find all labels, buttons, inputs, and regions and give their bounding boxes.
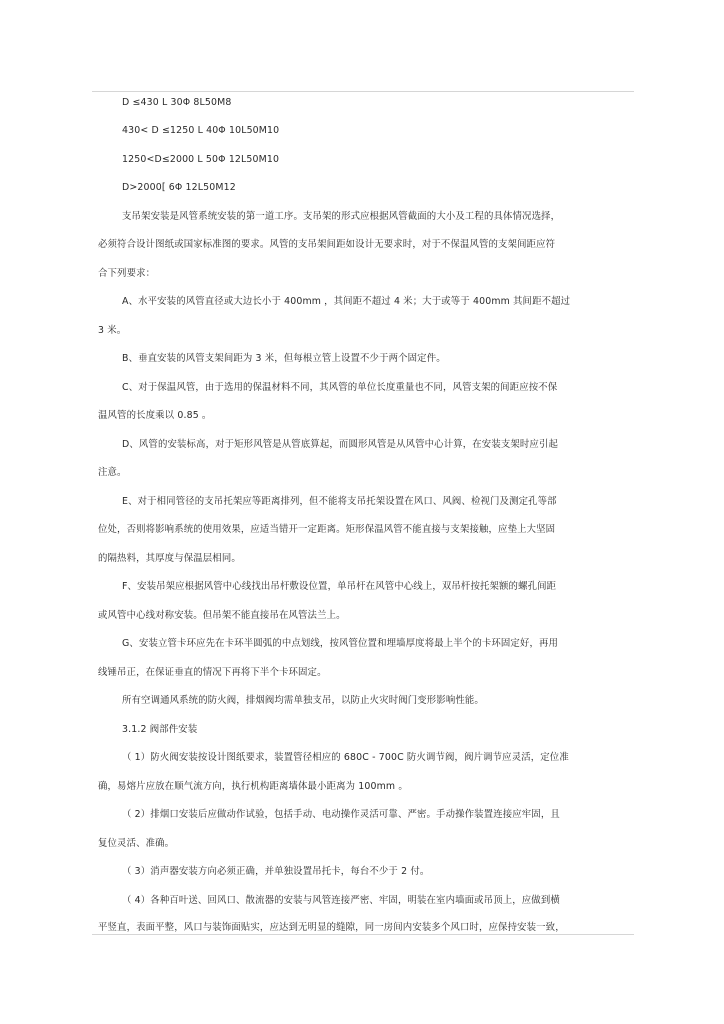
text-line: 线锤吊正，在保证垂直的情况下再将下半个卡环固定。	[98, 667, 327, 678]
text-line: （ 4）各种百叶送、回风口、散流器的安装与风管连接严密、牢固，明装在室内墙面或吊顶上，应做到横	[122, 895, 560, 906]
text-line: 所有空调通风系统的防火阀，排烟阀均需单独支吊，以防止火灾时阀门变形影响性能。	[122, 695, 484, 706]
text-line: E、对于相同管径的支吊托架应等距离排列，但不能将支吊托架设置在风口、风阀、检视门及测定孔等部	[122, 496, 557, 507]
text-line: （ 3）消声器安装方向必须正确，并单独设置吊托卡，每台不少于 2 付。	[122, 866, 430, 877]
text-line: D ≤430 L 30Φ 8L50M8	[122, 97, 232, 108]
text-line: 平竖直，表面平整，风口与装饰面贴实，应达到无明显的缝隙，同一房间内安装多个风口时，应保持安装一致，	[98, 922, 565, 933]
text-line: 1250<D≤2000 L 50Φ 12L50M10	[122, 154, 280, 165]
text-line: 3 米。	[98, 325, 127, 336]
text-line: （ 2）排烟口安装后应做动作试验，包括手动、电动操作灵活可靠、严密。手动操作装置连接应牢固，且	[122, 809, 560, 820]
text-line: A、水平安装的风管直径或大边长小于 400mm ，其间距不超过 4 米；大于或等于 400mm 其间距不超过	[122, 296, 571, 307]
text-line: D、风管的安装标高，对于矩形风管是从管底算起，而圆形风管是从风管中心计算，在安装支架时应引起	[122, 439, 558, 450]
text-line: B、垂直安装的风管支架间距为 3 米，但每根立管上设置不少于两个固定件。	[122, 353, 446, 364]
text-line: （ 1）防火阀安装按设计图纸要求，装置管径相应的 680C - 700C 防火调节阀，阀片调节应灵活，定位准	[122, 752, 569, 763]
text-line: 位处，否则将影响系统的使用效果，应适当错开一定距离。矩形保温风管不能直接与支架接触，应垫上大坚固	[98, 524, 556, 535]
text-line: 温风管的长度乘以 0.85 。	[98, 410, 212, 421]
text-line: 或风管中心线对称安装。但吊架不能直接吊在风管法兰上。	[98, 610, 346, 621]
text-line: 确，易熔片应放在顺气流方向，执行机构距离墙体最小距离为 100mm 。	[98, 781, 408, 792]
text-line: 合下列要求：	[98, 268, 156, 279]
text-line: 复位灵活、准确。	[98, 838, 175, 849]
text-line: G、安装立管卡环应先在卡环半圆弧的中点划线，按风管位置和埋墙厚度将最上半个的卡环固定好，再用	[122, 638, 559, 649]
top-rule	[92, 91, 634, 92]
bottom-rule	[92, 934, 634, 935]
text-line: 430< D ≤1250 L 40Φ 10L50M10	[122, 125, 280, 136]
section-heading: 3.1.2 阀部件安装	[122, 724, 198, 735]
text-line: 的隔热料，其厚度与保温层相同。	[98, 553, 241, 564]
text-line: 必须符合设计图纸或国家标准图的要求。风管的支吊架间距如设计无要求时，对于不保温风管的支架间距应符	[98, 239, 556, 250]
text-line: D>2000[ 6Φ 12L50M12	[122, 182, 236, 193]
text-line: 支吊架安装是风管系统安装的第一道工序。支吊架的形式应根据风管截面的大小及工程的具体情况选择，	[122, 211, 561, 222]
text-line: 注意。	[98, 467, 127, 478]
text-line: F、安装吊架应根据风管中心线找出吊杆敷设位置，单吊杆在风管中心线上，双吊杆按托架额的螺孔间距	[122, 581, 557, 592]
text-line: C、对于保温风管，由于选用的保温材料不同，其风管的单位长度重量也不同，风管支架的间距应按不保	[122, 382, 558, 393]
